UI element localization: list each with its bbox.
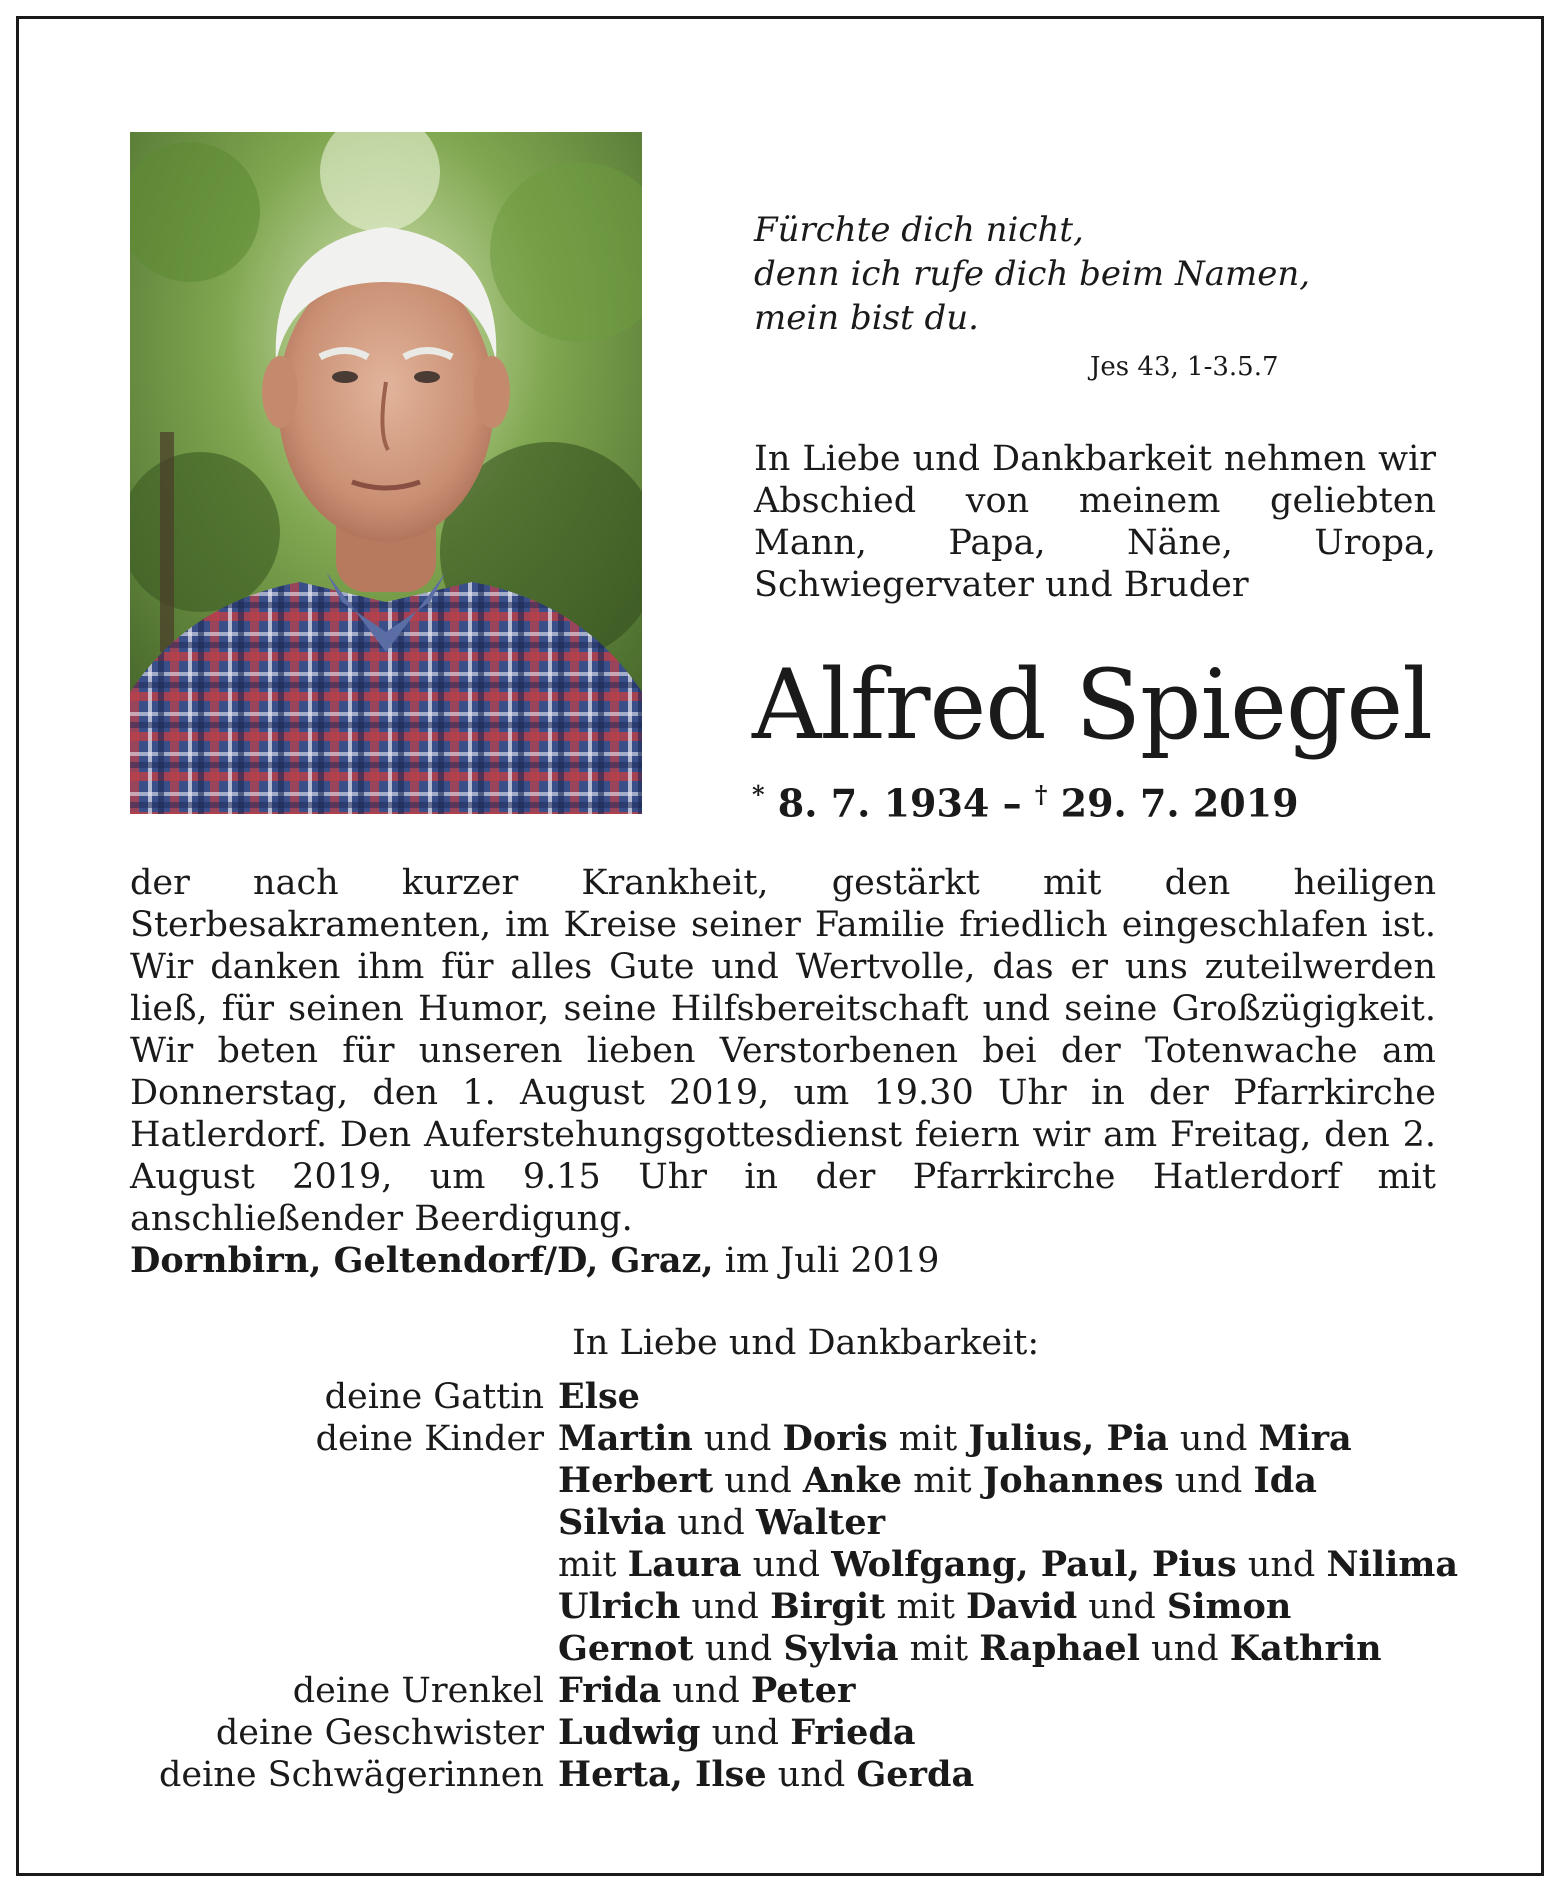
family-relation-label: deine Schwägerinnen: [158, 1755, 544, 1795]
family-member-name: Simon: [1166, 1586, 1292, 1627]
family-connector: mit: [898, 1629, 980, 1669]
family-member-name: Anke: [802, 1460, 902, 1501]
place-towns: Dornbirn, Geltendorf/D, Graz,: [130, 1240, 714, 1281]
died-symbol: †: [1034, 780, 1048, 809]
family-connector: und: [1163, 1461, 1254, 1501]
family-member-name: Frieda: [790, 1712, 916, 1753]
place-and-date: [130, 1240, 939, 1282]
family-names: [558, 1628, 1382, 1670]
family-row: [130, 1376, 1450, 1418]
family-row: [130, 1502, 1450, 1544]
family-connector: und: [766, 1755, 857, 1795]
family-relation-label: [130, 1460, 558, 1502]
family-connector: und: [666, 1503, 756, 1543]
family-list: [130, 1376, 1459, 1796]
family-member-name: Gerda: [856, 1754, 975, 1795]
family-names: [558, 1418, 1352, 1460]
family-member-name: Herta, Ilse: [558, 1754, 767, 1795]
family-member-name: Birgit: [770, 1586, 886, 1627]
family-names: [558, 1502, 885, 1544]
family-connector: mit: [902, 1461, 983, 1501]
portrait-photo: [130, 132, 642, 814]
family-member-name: Martin: [558, 1418, 693, 1459]
born-symbol: *: [752, 780, 765, 809]
family-connector: und: [741, 1545, 832, 1585]
family-member-name: Ludwig: [558, 1712, 701, 1753]
family-row: [130, 1418, 1450, 1460]
family-connector: und: [1168, 1419, 1259, 1459]
family-relation-label: deine Kinder: [315, 1419, 544, 1459]
family-relation-label: deine Gattin: [324, 1377, 544, 1417]
family-relation-label: deine Geschwister: [215, 1713, 544, 1753]
family-member-name: Wolfgang, Paul, Pius: [831, 1544, 1237, 1585]
family-member-name: Silvia: [558, 1502, 667, 1543]
family-connector: und: [1236, 1545, 1327, 1585]
verse-line: denn ich rufe dich beim Namen,: [754, 254, 1311, 294]
family-relation-label: [130, 1544, 558, 1586]
family-connector: und: [1139, 1629, 1230, 1669]
family-connector: und: [661, 1671, 751, 1711]
family-names: [558, 1460, 1317, 1502]
family-row: [130, 1754, 1450, 1796]
family-member-name: Gernot: [558, 1628, 694, 1669]
family-member-name: Kathrin: [1229, 1628, 1382, 1669]
family-connector: und: [693, 1629, 784, 1669]
family-member-name: Raphael: [979, 1628, 1140, 1669]
intro-text: In Liebe und Dankbarkeit nehmen wir Abschied von meinem geliebten Mann, Papa, Näne, Uropa, Schwiegervater und Bruder: [754, 439, 1436, 605]
family-row: [130, 1712, 1450, 1754]
bible-verse: [754, 208, 1310, 340]
family-names: [558, 1544, 1458, 1586]
family-member-name: Peter: [750, 1670, 856, 1711]
date-separator: –: [1002, 780, 1022, 826]
family-member-name: Ida: [1253, 1460, 1317, 1501]
family-names: [558, 1586, 1291, 1628]
family-connector: und: [1077, 1587, 1167, 1627]
family-row: [130, 1628, 1450, 1670]
family-relation-label: [130, 1502, 558, 1544]
birth-date: 8. 7. 1934: [777, 780, 990, 826]
life-dates: [752, 780, 1299, 826]
family-member-name: Mira: [1258, 1418, 1352, 1459]
verse-line: mein bist du.: [754, 298, 979, 338]
family-names: [558, 1754, 974, 1796]
family-connector: mit: [885, 1587, 967, 1627]
family-member-name: Johannes: [982, 1460, 1164, 1501]
family-names: [558, 1376, 640, 1418]
family-names: [558, 1670, 855, 1712]
family-names: [558, 1712, 916, 1754]
verse-reference: Jes 43, 1-3.5.7: [1090, 352, 1279, 382]
family-member-name: Laura: [627, 1544, 742, 1585]
family-row: [130, 1544, 1459, 1586]
family-member-name: Nilima: [1326, 1544, 1459, 1585]
death-date: 29. 7. 2019: [1060, 780, 1299, 826]
family-connector: mit: [887, 1419, 969, 1459]
family-member-name: Julius, Pia: [968, 1418, 1169, 1459]
family-relation-label: [130, 1628, 558, 1670]
verse-line: Fürchte dich nicht,: [754, 210, 1084, 250]
family-row: [130, 1586, 1450, 1628]
family-member-name: Sylvia: [783, 1628, 899, 1669]
thanks-heading: In Liebe und Dankbarkeit:: [572, 1323, 1040, 1363]
family-connector: und: [680, 1587, 771, 1627]
place-date: im Juli 2019: [724, 1241, 940, 1281]
family-connector: mit: [558, 1545, 628, 1585]
family-member-name: Frida: [558, 1670, 662, 1711]
family-row: [130, 1460, 1450, 1502]
family-row: [130, 1670, 1450, 1712]
family-member-name: Ulrich: [558, 1586, 681, 1627]
family-member-name: Herbert: [558, 1460, 714, 1501]
family-relation-label: deine Urenkel: [292, 1671, 544, 1711]
obituary-text: der nach kurzer Krankheit, gestärkt mit den heiligen Sterbesakramenten, im Kreise seiner Familie friedlich eingeschlafen ist. Wir danken ihm für alles Gute und Wertvolle, das er uns zuteilwerden ließ, für seinen Humor, seine Hilfsbereitschaft und seine Großzügigkeit. Wir beten für unseren lieben Verstorbenen bei der Totenwache am Donnerstag, den 1. August 2019, um 19.30 Uhr in der Pfarrkirche Hatlerdorf. Den Auferstehungsgottesdienst feiern wir am Freitag, den 2. August 2019, um 9.15 Uhr in der Pfarrkirche Hatlerdorf mit anschließender Beerdigung.: [130, 863, 1436, 1239]
family-member-name: David: [966, 1586, 1078, 1627]
family-member-name: Doris: [782, 1418, 888, 1459]
family-connector: und: [713, 1461, 803, 1501]
family-connector: und: [700, 1713, 791, 1753]
family-relation-label: [130, 1586, 558, 1628]
family-member-name: Else: [558, 1376, 640, 1417]
family-member-name: Walter: [755, 1502, 886, 1543]
deceased-name: Alfred Spiegel: [752, 649, 1432, 761]
family-connector: und: [692, 1419, 783, 1459]
